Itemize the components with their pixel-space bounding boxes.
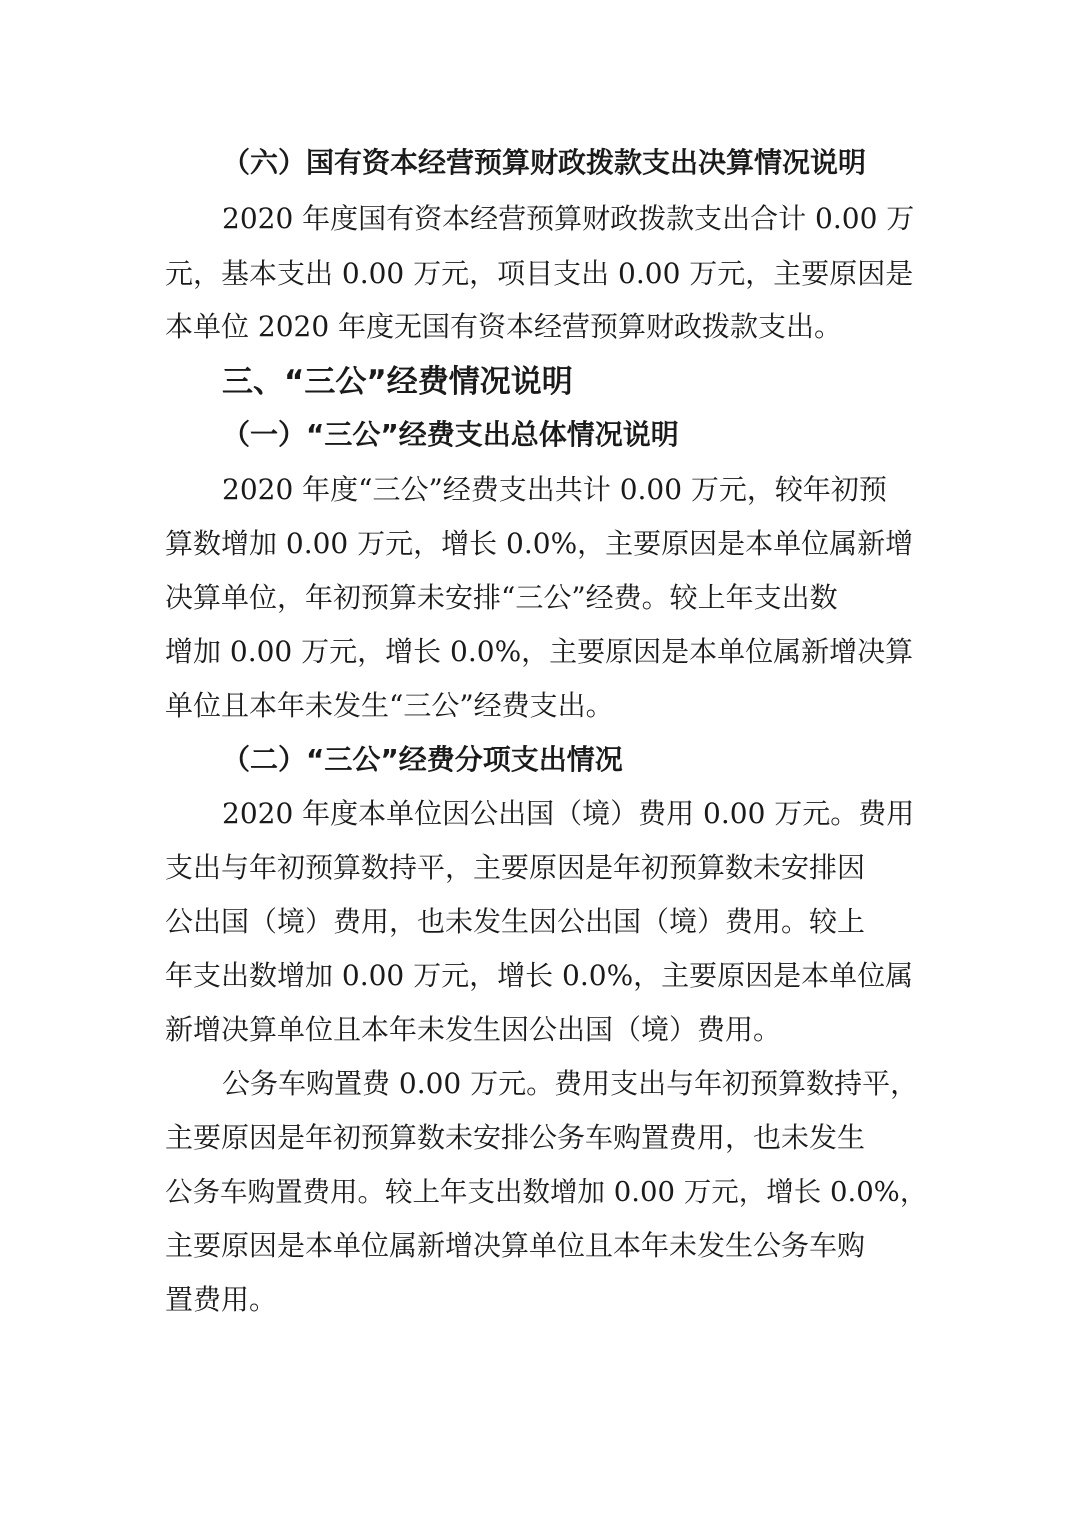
sub-2-para-2-line-1: 公务车购置费 0.00 万元。费用支出与年初预算数持平， bbox=[222, 1067, 919, 1100]
sub-2-heading: （二）“三公”经费分项支出情况 bbox=[222, 743, 623, 776]
sub-2-para-1-line-2: 支出与年初预算数持平，主要原因是年初预算数未安排因 bbox=[165, 851, 866, 884]
sub-2-para-2-line-2: 主要原因是年初预算数未安排公务车购置费用，也未发生 bbox=[165, 1121, 866, 1154]
sub-1-line-3: 决算单位，年初预算未安排“三公”经费。较上年支出数 bbox=[165, 581, 838, 614]
sub-1-line-4: 增加 0.00 万元，增长 0.0%，主要原因是本单位属新增决算 bbox=[165, 635, 914, 668]
sub-2-para-1-line-1: 2020 年度本单位因公出国（境）费用 0.00 万元。费用 bbox=[222, 797, 915, 830]
sub-1-line-1: 2020 年度“三公”经费支出共计 0.00 万元，较年初预 bbox=[222, 473, 887, 506]
section-6-line-3: 本单位 2020 年度无国有资本经营预算财政拨款支出。 bbox=[165, 310, 843, 343]
sub-2-para-1-line-5: 新增决算单位且本年未发生因公出国（境）费用。 bbox=[165, 1013, 782, 1046]
section-6-line-2: 元，基本支出 0.00 万元，项目支出 0.00 万元，主要原因是 bbox=[165, 257, 914, 290]
section-6-line-1: 2020 年度国有资本经营预算财政拨款支出合计 0.00 万 bbox=[222, 202, 915, 235]
section-6-heading: （六）国有资本经营预算财政拨款支出决算情况说明 bbox=[222, 146, 867, 179]
sub-1-heading: （一）“三公”经费支出总体情况说明 bbox=[222, 418, 679, 451]
sub-2-para-1-line-3: 公出国（境）费用，也未发生因公出国（境）费用。较上 bbox=[165, 905, 866, 938]
sub-1-line-5: 单位且本年未发生“三公”经费支出。 bbox=[165, 689, 614, 722]
sub-2-para-2-line-5: 置费用。 bbox=[165, 1283, 278, 1316]
sub-2-para-2-line-4: 主要原因是本单位属新增决算单位且本年未发生公务车购 bbox=[165, 1229, 866, 1262]
sub-2-para-2-line-3: 公务车购置费用。较上年支出数增加 0.00 万元，增长 0.0%， bbox=[165, 1176, 928, 1208]
part-3-heading: 三、“三公”经费情况说明 bbox=[222, 364, 573, 400]
sub-1-line-2: 算数增加 0.00 万元，增长 0.0%，主要原因是本单位属新增 bbox=[165, 527, 914, 560]
sub-2-para-1-line-4: 年支出数增加 0.00 万元，增长 0.0%，主要原因是本单位属 bbox=[165, 959, 914, 992]
